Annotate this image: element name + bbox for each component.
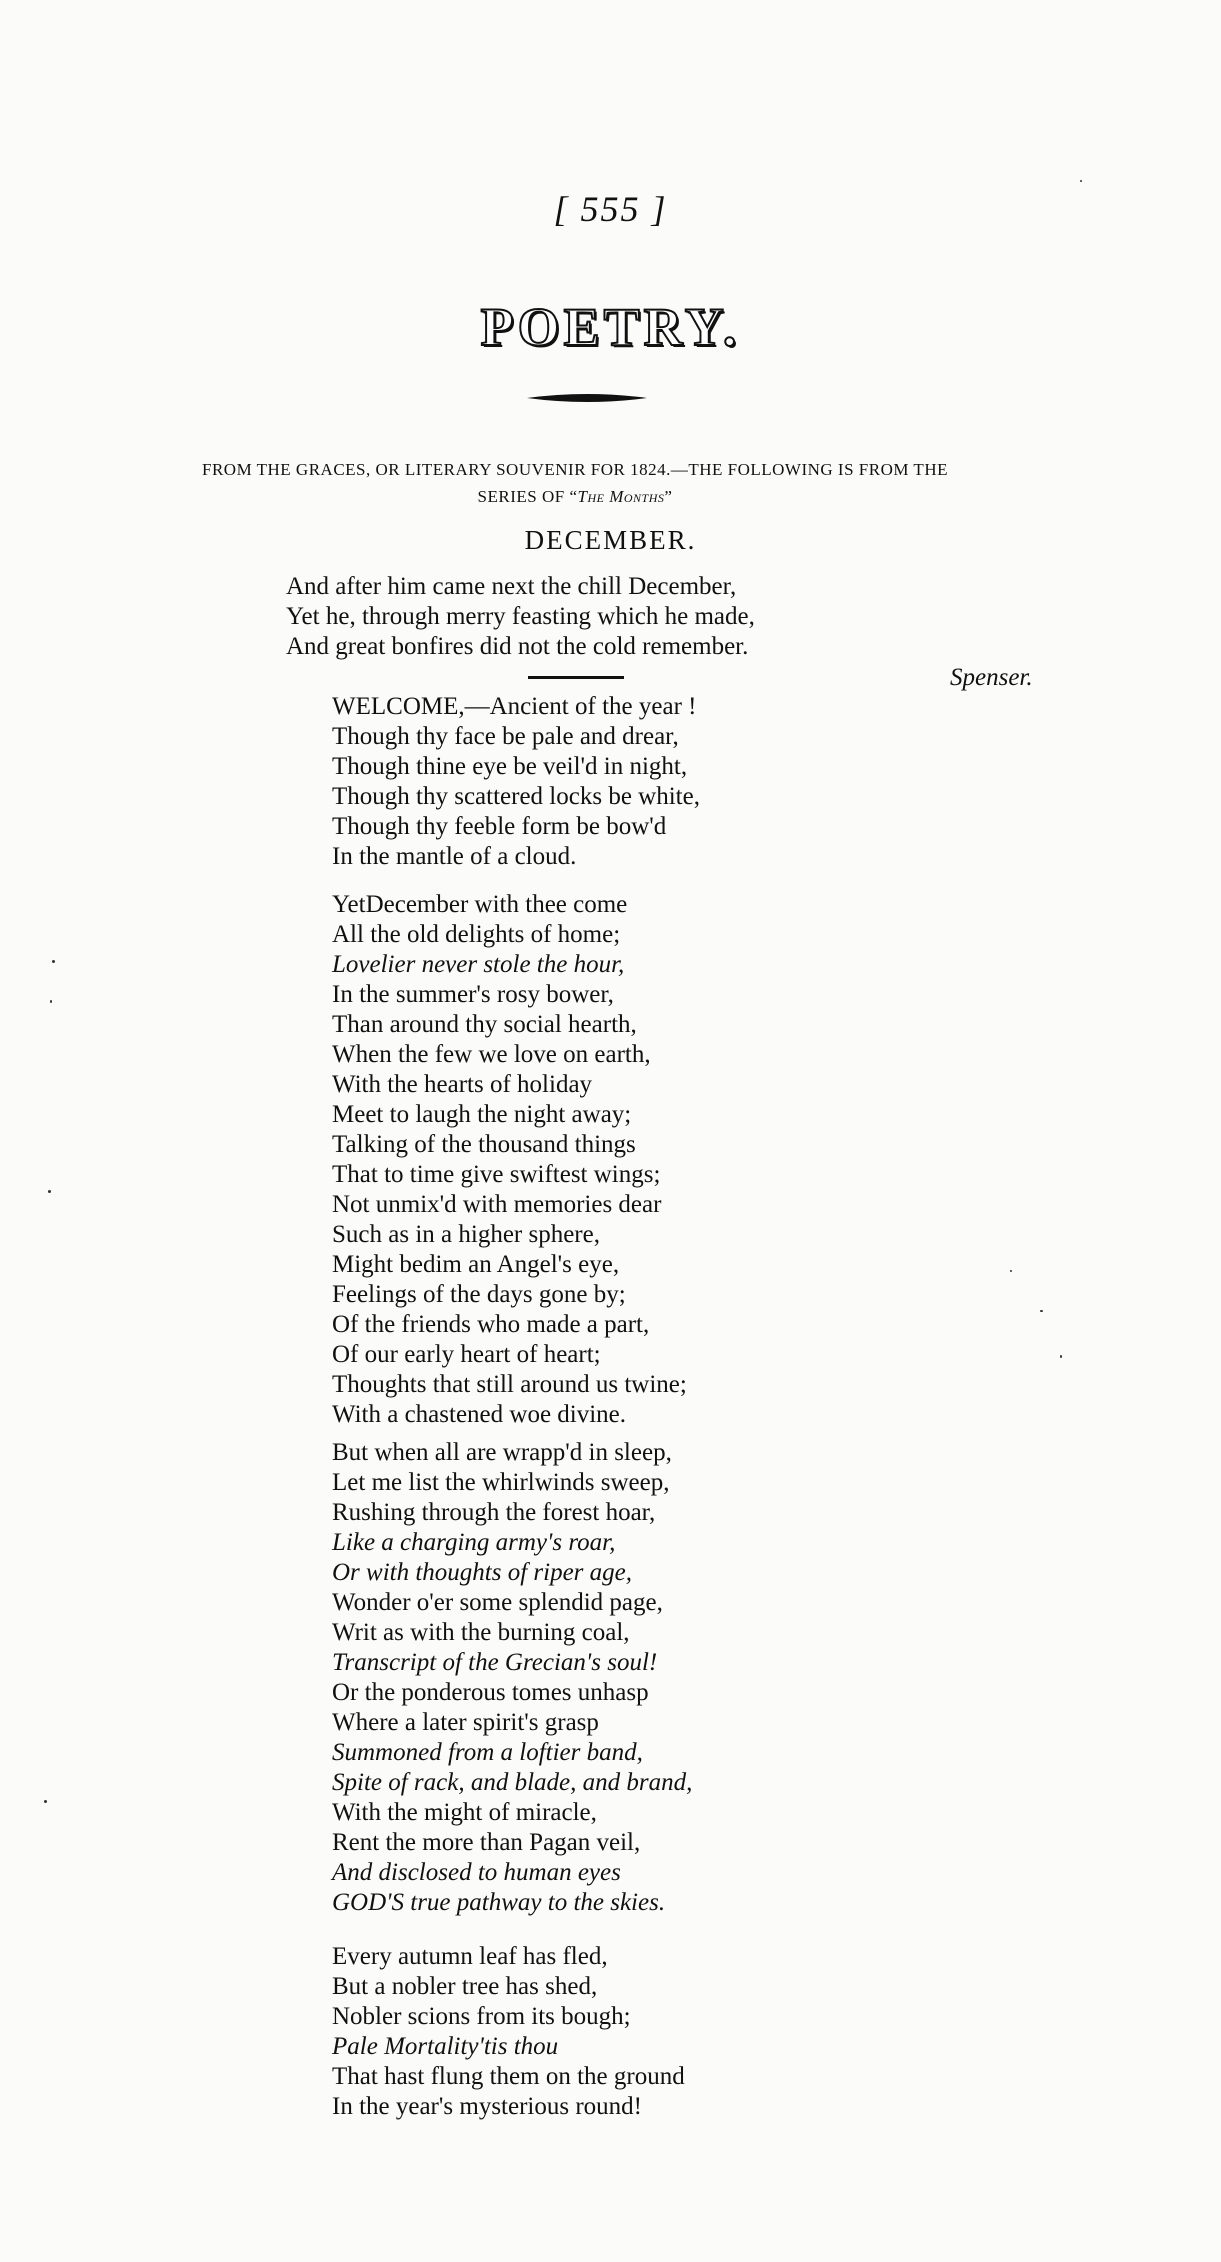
poem-line: Though thy face be pale and drear, bbox=[332, 723, 679, 750]
scan-speck bbox=[50, 1000, 52, 1003]
divider-rule bbox=[528, 676, 624, 679]
ornamental-rule bbox=[525, 388, 649, 408]
poem-line: In the year's mysterious round! bbox=[332, 2093, 642, 2120]
stanza-3 bbox=[332, 1438, 892, 1918]
poem-line: YetDecember with thee come bbox=[332, 891, 628, 918]
poem-line: Pale Mortality'tis thou bbox=[332, 2033, 559, 2060]
poem-line: Thoughts that still around us twine; bbox=[332, 1371, 687, 1398]
poem-title: DECEMBER. bbox=[524, 525, 697, 555]
poem-line: Writ as with the burning coal, bbox=[332, 1619, 630, 1646]
page-number: [ 555 ] bbox=[553, 189, 668, 229]
poem-line: But when all are wrapp'd in sleep, bbox=[332, 1439, 672, 1466]
stanza-4 bbox=[332, 1942, 892, 2122]
scan-speck bbox=[1010, 1270, 1012, 1272]
poem-line: Though thine eye be veil'd in night, bbox=[332, 753, 688, 780]
poem-line: Feelings of the days gone by; bbox=[332, 1281, 626, 1308]
poem-line: Meet to laugh the night away; bbox=[332, 1101, 632, 1128]
scan-speck bbox=[1060, 1355, 1062, 1358]
poem-line: Such as in a higher sphere, bbox=[332, 1221, 600, 1248]
section-heading: POETRY. bbox=[480, 297, 741, 357]
stanza-1 bbox=[332, 692, 892, 872]
poem-line: Rent the more than Pagan veil, bbox=[332, 1829, 641, 1856]
intro-line-2 bbox=[60, 483, 1090, 510]
poem-line: Nobler scions from its bough; bbox=[332, 2003, 631, 2030]
poem-line: Wonder o'er some splendid page, bbox=[332, 1589, 663, 1616]
poem-line: Or the ponderous tomes unhasp bbox=[332, 1679, 649, 1706]
intro-line-2-prefix: SERIES OF “ bbox=[477, 487, 578, 506]
intro-line-2-suffix: ” bbox=[664, 487, 673, 506]
poem-line: In the summer's rosy bower, bbox=[332, 981, 614, 1008]
poem-line: Talking of the thousand things bbox=[332, 1131, 636, 1158]
poem-line: Or with thoughts of riper age, bbox=[332, 1559, 633, 1586]
scan-speck bbox=[48, 1190, 51, 1193]
poem-line: Though thy feeble form be bow'd bbox=[332, 813, 667, 840]
poem-line: But a nobler tree has shed, bbox=[332, 1973, 598, 2000]
poem-line: Lovelier never stole the hour, bbox=[332, 951, 625, 978]
poem-line: Where a later spirit's grasp bbox=[332, 1709, 599, 1736]
poem-line: Of our early heart of heart; bbox=[332, 1341, 601, 1368]
poem-line: Spite of rack, and blade, and brand, bbox=[332, 1769, 693, 1796]
poem-line: Might bedim an Angel's eye, bbox=[332, 1251, 620, 1278]
epigraph bbox=[286, 572, 886, 662]
scan-speck bbox=[52, 960, 55, 963]
poem-line: Summoned from a loftier band, bbox=[332, 1739, 643, 1766]
poem-line: Every autumn leaf has fled, bbox=[332, 1943, 608, 1970]
poem-line: With the might of miracle, bbox=[332, 1799, 597, 1826]
poem-line: Transcript of the Grecian's soul! bbox=[332, 1649, 658, 1676]
poem-line: Though thy scattered locks be white, bbox=[332, 783, 700, 810]
poem-line: Rushing through the forest hoar, bbox=[332, 1499, 656, 1526]
poem-line: Like a charging army's roar, bbox=[332, 1529, 616, 1556]
epigraph-line: And after him came next the chill December, bbox=[286, 573, 737, 600]
epigraph-line: And great bonfires did not the cold remember. bbox=[286, 633, 749, 660]
intro-note bbox=[60, 456, 1090, 510]
stanza-2 bbox=[332, 890, 892, 1430]
scan-speck bbox=[1040, 1310, 1043, 1312]
poem-line: That hast flung them on the ground bbox=[332, 2063, 685, 2090]
poem-line: GOD'S true pathway to the skies. bbox=[332, 1889, 666, 1916]
scan-speck bbox=[1080, 180, 1082, 182]
poem-line: WELCOME,—Ancient of the year ! bbox=[332, 693, 697, 720]
intro-line-1: FROM THE GRACES, OR LITERARY SOUVENIR FOR 1824.—THE FOLLOWING IS FROM THE bbox=[202, 460, 948, 479]
poem-line: Let me list the whirlwinds sweep, bbox=[332, 1469, 670, 1496]
poem-line: That to time give swiftest wings; bbox=[332, 1161, 661, 1188]
poem-line: With a chastened woe divine. bbox=[332, 1401, 627, 1428]
poem-line: With the hearts of holiday bbox=[332, 1071, 593, 1098]
poem-line: And disclosed to human eyes bbox=[332, 1859, 621, 1886]
poem-line: In the mantle of a cloud. bbox=[332, 843, 577, 870]
scan-speck bbox=[44, 1800, 47, 1803]
poem-line: Not unmix'd with memories dear bbox=[332, 1191, 662, 1218]
intro-series-title: The Months bbox=[577, 487, 665, 506]
poem-line: Than around thy social hearth, bbox=[332, 1011, 637, 1038]
epigraph-line: Yet he, through merry feasting which he made, bbox=[286, 603, 755, 630]
epigraph-attribution: Spenser. bbox=[950, 664, 1033, 691]
poem-line: When the few we love on earth, bbox=[332, 1041, 651, 1068]
poem-line: All the old delights of home; bbox=[332, 921, 621, 948]
poem-line: Of the friends who made a part, bbox=[332, 1311, 650, 1338]
